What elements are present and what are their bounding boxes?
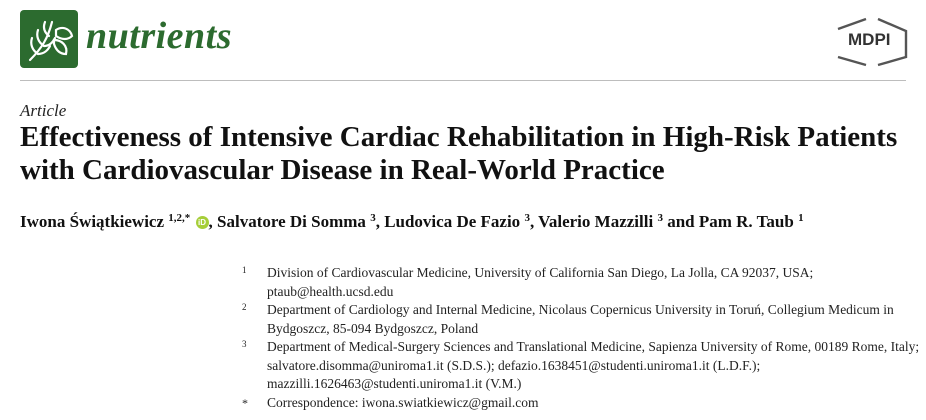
author-separator: ,	[208, 212, 218, 231]
author-name: Pam R. Taub	[698, 212, 794, 231]
author-affiliation-marker: 3	[370, 212, 376, 224]
publisher-name: MDPI	[848, 30, 891, 49]
author-name: Salvatore Di Somma	[217, 212, 366, 231]
article-type: Article	[20, 101, 67, 120]
author-affiliation-marker: 1,2,*	[168, 212, 191, 224]
author-name: Valerio Mazzilli	[538, 212, 654, 231]
orcid-icon[interactable]: iD	[196, 216, 209, 229]
affiliation-item	[240, 264, 920, 301]
author-name: Ludovica De Fazio	[384, 212, 521, 231]
page-header	[0, 0, 926, 80]
wheat-leaf-logo-icon	[20, 10, 78, 68]
author-separator: and	[662, 212, 699, 231]
author-name: Iwona Świątkiewicz	[20, 212, 165, 231]
affiliation-item	[240, 301, 920, 338]
author-affiliation-marker: 3	[657, 212, 663, 224]
affiliation-item	[240, 338, 920, 394]
author-affiliation-marker: 1	[798, 212, 804, 224]
author-separator: ,	[529, 212, 539, 231]
affiliation-text: Department of Medical-Surgery Sciences and Translational Medicine, Sapienza University of Rome, 00189 Rome, Italy; salvatore.disomma@uniroma1.it (S.D.S.); defazio.1638451@studenti.uniroma1.it (L.D.F.); mazzilli.1626463@studenti.uniroma1.it (V.M.)	[267, 339, 920, 391]
affiliation-marker: 2	[242, 302, 247, 312]
correspondence-marker: *	[242, 395, 248, 410]
affiliation-text: Department of Cardiology and Internal Medicine, Nicolaus Copernicus University in Toruń, Collegium Medicum in Bydgoszcz, 85-094 Bydgoszcz, Poland	[267, 302, 894, 336]
article-title: Effectiveness of Intensive Cardiac Rehabilitation in High-Risk Patients with Cardiovascular Disease in Real-World Practice	[20, 121, 898, 186]
correspondence-item	[240, 394, 920, 413]
affiliation-marker: 1	[242, 265, 247, 275]
author-list	[20, 212, 804, 232]
author-affiliation-marker: 3	[524, 212, 530, 224]
journal-name: nutrients	[86, 15, 233, 57]
header-divider	[20, 80, 906, 81]
correspondence-text: Correspondence: iwona.swiatkiewicz@gmail.com	[267, 394, 539, 410]
affiliation-marker: 3	[242, 339, 247, 349]
author-separator: ,	[375, 212, 385, 231]
affiliation-list	[240, 264, 920, 412]
affiliation-text: Division of Cardiovascular Medicine, University of California San Diego, La Jolla, CA 92037, USA; ptaub@health.ucsd.edu	[267, 265, 814, 299]
